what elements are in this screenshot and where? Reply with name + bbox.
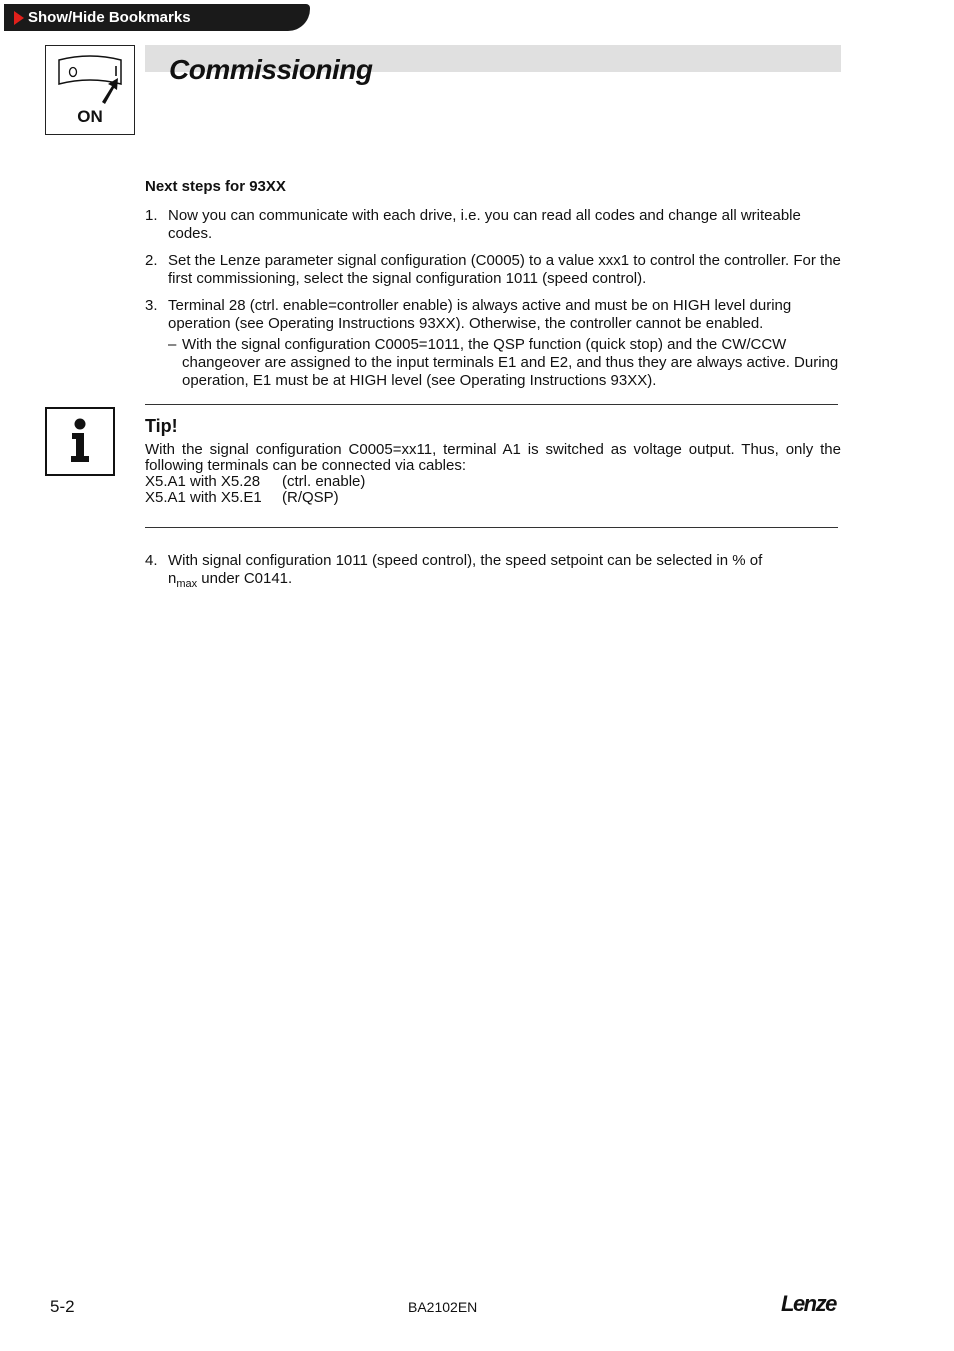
power-switch-icon bbox=[54, 54, 126, 106]
tip-top-divider bbox=[145, 404, 838, 405]
step-1 bbox=[145, 207, 841, 243]
tip-text: With the signal configuration C0005=xx11, terminal A1 is switched as voltage output. Thus, only the following terminals can be connected via cables: bbox=[145, 441, 841, 474]
document-code: BA2102EN bbox=[408, 1299, 478, 1315]
page-number: 5-2 bbox=[50, 1297, 75, 1316]
page-title: Commissioning bbox=[169, 54, 373, 85]
bookmarks-label: Show/Hide Bookmarks bbox=[28, 9, 191, 26]
on-label: ON bbox=[77, 107, 103, 126]
step-3-subitem bbox=[168, 336, 841, 390]
n-symbol: n bbox=[168, 570, 177, 587]
section-heading: Next steps for 93XX bbox=[145, 178, 286, 195]
subitem-text: With the signal configuration C0005=1011, the QSP function (quick stop) and the CW/CCW changeover are assigned to the input terminals E1 and E2, and thus they are always active. During operation, E1 must be at HIGH level (see Operating Instructions 93XX). bbox=[182, 336, 839, 389]
step-4 bbox=[145, 552, 864, 593]
tip-line-function: (R/QSP) bbox=[282, 489, 339, 506]
step-text: Terminal 28 (ctrl. enable=controller enable) is always active and must be on HIGH level during operation (see Operating Instructions 93XX). Otherwise, the controller cannot be enabled. bbox=[168, 297, 792, 332]
tip-line-function: (ctrl. enable) bbox=[282, 473, 366, 490]
step-text: Now you can communicate with each drive, i.e. you can read all codes and change all writeable codes. bbox=[168, 207, 801, 242]
step-number: 1. bbox=[145, 207, 158, 224]
show-hide-bookmarks-button[interactable] bbox=[4, 4, 310, 31]
step-text-end: under C0141. bbox=[197, 570, 293, 587]
info-icon bbox=[69, 418, 91, 464]
tip-line-1 bbox=[145, 474, 841, 490]
step-number: 4. bbox=[145, 552, 158, 569]
dash-bullet: – bbox=[168, 336, 177, 353]
bookmark-arrow-icon bbox=[14, 11, 24, 25]
step-text: Set the Lenze parameter signal configuration (C0005) to a value xxx1 to control the controller. For the first commissioning, select the signal configuration 1011 (speed control). bbox=[168, 252, 841, 287]
tip-line-terminal: X5.A1 with X5.28 bbox=[145, 473, 261, 490]
step-text: With signal configuration 1011 (speed control), the speed setpoint can be selected in % of bbox=[168, 552, 763, 569]
tip-block bbox=[145, 418, 841, 506]
step-number: 3. bbox=[145, 297, 158, 314]
next-steps-section bbox=[145, 178, 841, 399]
step-2 bbox=[145, 252, 841, 288]
lenze-logo: Lenze bbox=[781, 1291, 836, 1316]
tip-line-2 bbox=[145, 490, 841, 506]
step-number: 2. bbox=[145, 252, 158, 269]
power-switch-box bbox=[45, 45, 135, 135]
step-3 bbox=[145, 297, 841, 390]
n-subscript: max bbox=[176, 578, 198, 590]
tip-heading: Tip! bbox=[145, 416, 178, 436]
info-box bbox=[45, 407, 115, 476]
tip-bottom-divider bbox=[145, 527, 838, 528]
tip-line-terminal: X5.A1 with X5.E1 bbox=[145, 489, 262, 506]
